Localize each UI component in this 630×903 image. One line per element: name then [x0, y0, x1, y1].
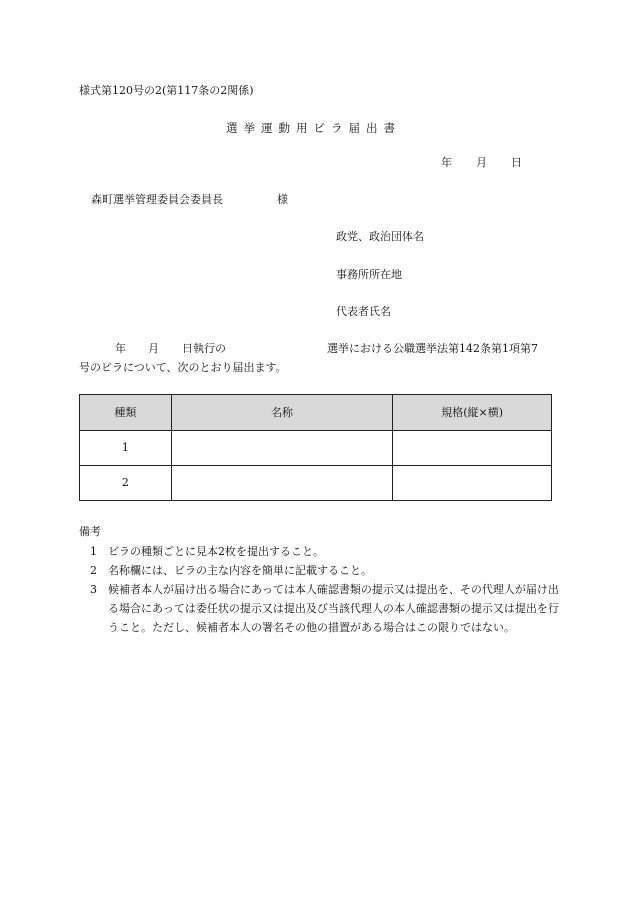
note-item	[79, 580, 559, 637]
body-line-2: 号のビラについて、次のとおり届出ます。	[79, 361, 287, 374]
party-name-label: 政党、政治団体名	[336, 230, 424, 243]
addressee: 森町選挙管理委員会委員長	[91, 193, 223, 206]
office-address-label: 事務所所在地	[336, 268, 402, 281]
notes-heading: 備考	[79, 525, 101, 538]
note-number: 2	[90, 564, 97, 578]
note-text: 候補者本人が届け出る場合にあっては本人確認書類の提示又は提出を、その代理人が届け出る場合にあっては委任状の提示又は提出及び当該代理人の本人確認書類の提示又は提出を行うこと。ただし、候補者本人の署名その他の措置がある場合はこの限りではない。	[108, 583, 559, 635]
header-type: 種類	[80, 395, 172, 431]
form-number: 様式第120号の2(第117条の2関係)	[79, 84, 254, 97]
note-text: 名称欄には、ビラの主な内容を簡単に記載すること。	[108, 564, 372, 578]
table-header-row	[80, 395, 552, 431]
header-name: 名称	[171, 395, 393, 431]
table-row	[80, 431, 552, 466]
note-number: 3	[90, 583, 97, 597]
cell-type: 1	[80, 431, 172, 466]
cell-name[interactable]	[171, 466, 393, 501]
representative-label: 代表者氏名	[336, 305, 391, 318]
body-month: 月	[148, 342, 159, 355]
cell-size[interactable]	[393, 466, 552, 501]
table-row	[80, 466, 552, 501]
note-item	[79, 542, 559, 561]
honorific: 様	[277, 193, 288, 206]
cell-size[interactable]	[393, 431, 552, 466]
date-month: 月	[476, 156, 487, 169]
page-title: 選挙運動用ビラ届出書	[226, 121, 401, 135]
body-election-clause: 選挙における公職選挙法第142条第1項第7	[327, 342, 538, 355]
items-table	[79, 394, 552, 501]
submission-date	[441, 156, 546, 169]
header-size: 規格(縦×横)	[393, 395, 552, 431]
note-text: ビラの種類ごとに見本2枚を提出すること。	[108, 545, 324, 559]
notes-section	[79, 525, 559, 637]
note-number: 1	[90, 545, 97, 559]
cell-type: 2	[80, 466, 172, 501]
note-item	[79, 561, 559, 580]
cell-name[interactable]	[171, 431, 393, 466]
date-day: 日	[511, 156, 522, 169]
body-day-held: 日執行の	[182, 342, 226, 355]
body-year: 年	[115, 342, 126, 355]
date-year: 年	[441, 156, 452, 169]
